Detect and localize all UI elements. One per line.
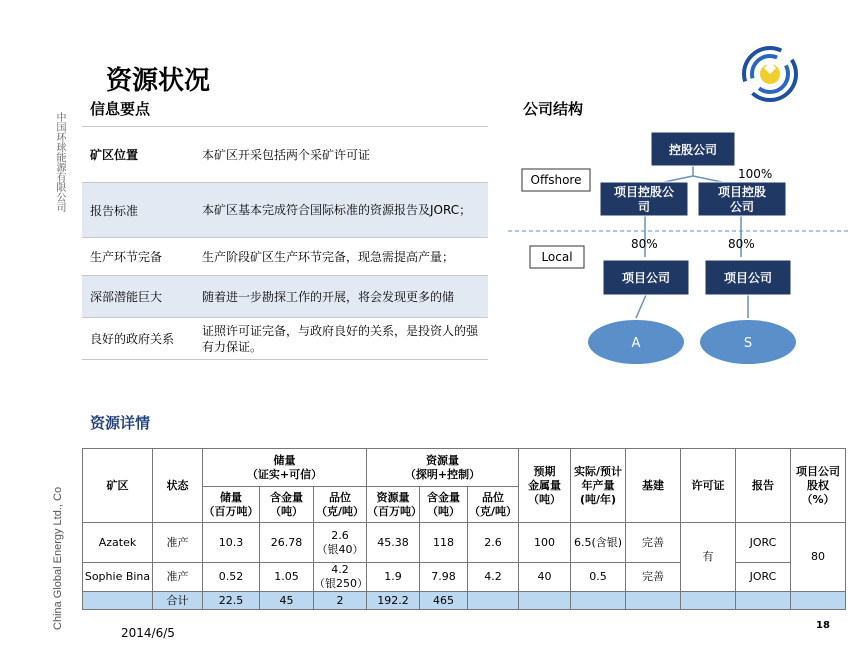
resource-detail-table bbox=[82, 448, 846, 610]
header-equity: 项目公司 股权 （%） bbox=[791, 449, 846, 523]
info-value: 本矿区基本完成符合国际标准的资源报告及JORC； bbox=[192, 183, 488, 237]
project-company-label-1: 项目公司 bbox=[621, 271, 671, 285]
header-mine: 矿区 bbox=[83, 449, 153, 523]
cell-equity: 80 bbox=[791, 523, 846, 592]
info-row bbox=[82, 182, 488, 237]
offshore-label: Offshore bbox=[530, 173, 582, 187]
info-row bbox=[82, 275, 488, 317]
cell-resource-grade: 2.6 bbox=[468, 523, 519, 563]
cell-annual-output: 6.5(含银) bbox=[571, 523, 626, 563]
subheader-resource-metal: 含金量 （吨） bbox=[420, 487, 468, 523]
cell-report: JORC bbox=[736, 563, 791, 592]
pct-80-left-label: 80% bbox=[631, 237, 658, 251]
info-value: 生产阶段矿区生产环节完备，现急需提高产量； bbox=[202, 249, 455, 264]
cell-mine: Azatek bbox=[83, 523, 153, 563]
cell-reserve-qty: 10.3 bbox=[203, 523, 260, 563]
pct-100-label: 100% bbox=[738, 167, 773, 181]
project-company-label-2: 项目公司 bbox=[723, 271, 773, 285]
structure-section-heading: 公司结构 bbox=[523, 100, 584, 118]
cell-total-reserve-metal: 45 bbox=[260, 592, 314, 610]
header-reserves: 储量 （证实+可信） bbox=[203, 449, 367, 487]
footer-date: 2014/6/5 bbox=[121, 626, 175, 640]
page-number: 18 bbox=[816, 620, 830, 631]
cell-status: 准产 bbox=[153, 563, 203, 592]
cell-reserve-grade: 2.6 （银40） bbox=[314, 523, 367, 563]
cell-total-resource-qty: 192.2 bbox=[367, 592, 420, 610]
info-value: 随着进一步勘探工作的开展，将会发现更多的储 bbox=[192, 276, 488, 317]
header-annual-output: 实际/预计 年产量 (吨/年) bbox=[571, 449, 626, 523]
header-report: 报告 bbox=[736, 449, 791, 523]
cell-resource-metal: 7.98 bbox=[420, 563, 468, 592]
cell-report: JORC bbox=[736, 523, 791, 563]
cell-infrastructure: 完善 bbox=[626, 523, 681, 563]
header-expected-metal: 预期 金属量 （吨） bbox=[519, 449, 571, 523]
cell-infrastructure: 完善 bbox=[626, 563, 681, 592]
info-key: 深部潜能巨大 bbox=[82, 276, 192, 317]
project-holding-label-1: 项目控股公司 bbox=[613, 185, 675, 214]
subheader-resource-grade: 品位 （克/吨） bbox=[468, 487, 519, 523]
header-infrastructure: 基建 bbox=[626, 449, 681, 523]
info-value: 证照许可证完备，与政府良好的关系，是投资人的强有力保证。 bbox=[202, 323, 479, 354]
info-row bbox=[82, 126, 488, 182]
cell-reserve-grade: 4.2 （银250） bbox=[314, 563, 368, 590]
cell-total-reserve-grade: 2 bbox=[314, 592, 367, 610]
connector-line bbox=[636, 295, 646, 318]
cell-resource-grade: 4.2 bbox=[468, 563, 519, 592]
cell-total-blank bbox=[83, 592, 153, 610]
pct-80-right-label: 80% bbox=[728, 237, 755, 251]
table-total-row bbox=[83, 592, 846, 610]
cell-resource-qty: 45.38 bbox=[367, 523, 420, 563]
info-section-heading: 信息要点 bbox=[90, 100, 151, 118]
cell-expected-metal: 100 bbox=[519, 523, 571, 563]
cell-license: 有 bbox=[681, 523, 736, 592]
cell-reserve-metal: 26.78 bbox=[260, 523, 314, 563]
info-key: 生产环节完备 bbox=[90, 250, 163, 264]
detail-section-heading: 资源详情 bbox=[90, 414, 151, 432]
info-table bbox=[82, 126, 488, 360]
company-logo-icon bbox=[742, 46, 798, 102]
info-row bbox=[82, 317, 488, 359]
cell-annual-output: 0.5 bbox=[571, 563, 626, 592]
cell-mine: Sophie Bina bbox=[83, 563, 153, 592]
header-resources: 资源量 （探明+控制） bbox=[367, 449, 519, 487]
subheader-reserve-qty: 储量 （百万吨） bbox=[203, 487, 260, 523]
holding-company-label: 控股公司 bbox=[668, 143, 718, 157]
cell-total-resource-metal: 465 bbox=[420, 592, 468, 610]
cell-status: 准产 bbox=[153, 523, 203, 563]
info-key: 报告标准 bbox=[82, 183, 192, 237]
cell-expected-metal: 40 bbox=[519, 563, 571, 592]
local-label: Local bbox=[541, 250, 573, 264]
cell-reserve-qty: 0.52 bbox=[203, 563, 260, 592]
cell-reserve-metal: 1.05 bbox=[260, 563, 314, 592]
cell-resource-metal: 118 bbox=[420, 523, 468, 563]
header-status: 状态 bbox=[153, 449, 203, 523]
page-title: 资源状况 bbox=[106, 66, 211, 96]
info-row bbox=[82, 237, 488, 275]
info-key: 良好的政府关系 bbox=[90, 332, 175, 346]
subheader-reserve-metal: 含金量 （吨） bbox=[260, 487, 314, 523]
subheader-reserve-grade: 品位 （克/吨） bbox=[314, 487, 367, 523]
company-name-english-vertical: China Global Energy Ltd., Co bbox=[52, 486, 64, 630]
info-value: 本矿区开采包括两个采矿许可证 bbox=[202, 147, 371, 162]
table-row bbox=[83, 523, 846, 563]
cell-resource-qty: 1.9 bbox=[367, 563, 420, 592]
project-holding-label-2: 项目控股公司 bbox=[717, 185, 767, 214]
company-name-chinese-vertical: 中国环球能源有限公司 bbox=[54, 112, 65, 212]
info-key: 矿区位置 bbox=[90, 148, 139, 162]
mine-a-label: A bbox=[631, 336, 641, 351]
mine-s-label: S bbox=[743, 336, 753, 351]
cell-total-reserve-qty: 22.5 bbox=[203, 592, 260, 610]
subheader-resource-qty: 资源量 （百万吨） bbox=[367, 487, 420, 523]
header-license: 许可证 bbox=[681, 449, 736, 523]
company-structure-diagram bbox=[500, 120, 850, 380]
cell-total-label: 合计 bbox=[153, 592, 203, 610]
